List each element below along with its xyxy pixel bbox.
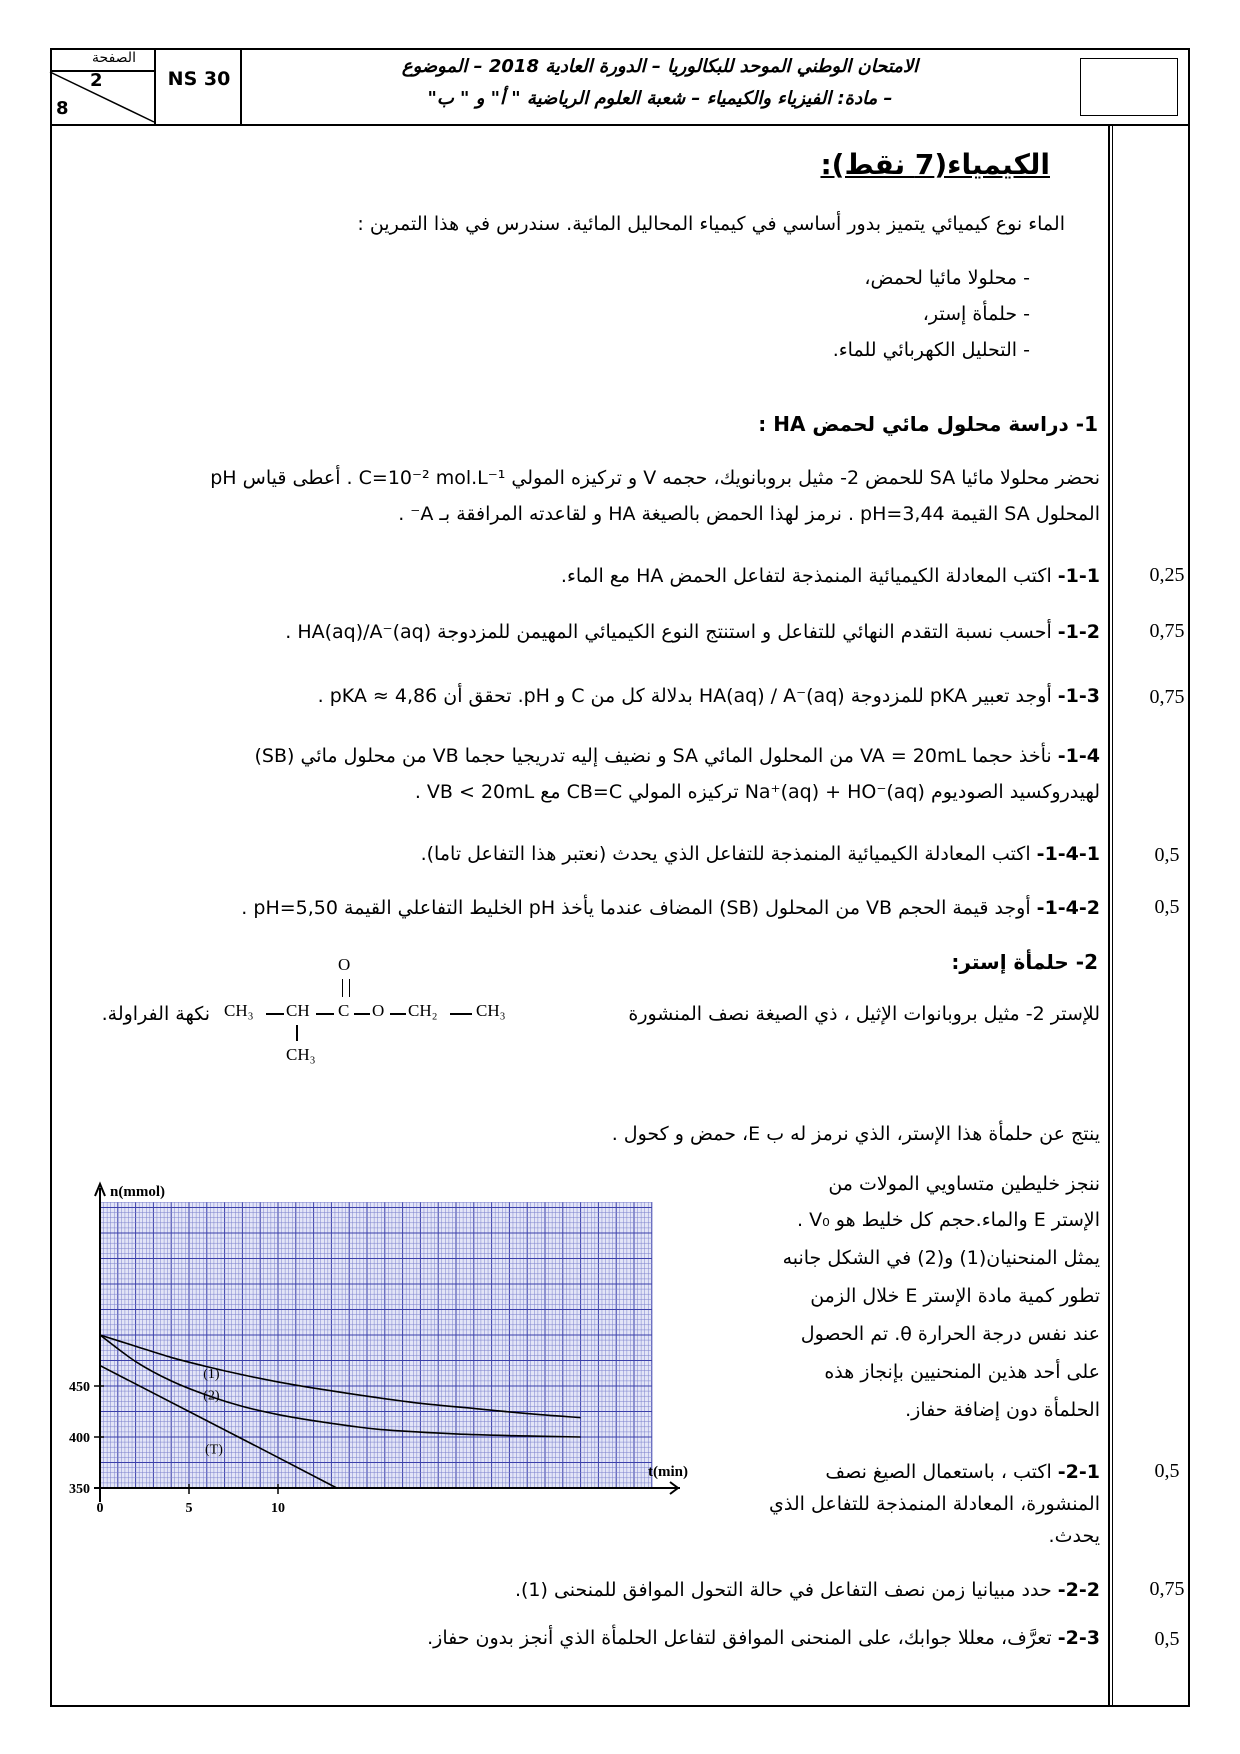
ester-formula — [220, 955, 540, 1075]
bullet-1: - محلولا مائيا لحمض، — [864, 267, 1030, 289]
question-2-3 — [300, 1624, 1100, 1652]
question-1-2 — [200, 618, 1100, 646]
page-number: 2 — [90, 70, 103, 91]
desc-line-5: عند نفس درجة الحرارة θ. تم الحصول — [800, 1323, 1100, 1345]
question-1-3 — [200, 682, 1100, 710]
desc-line-1: ننجز خليطين متساويي المولات من — [828, 1173, 1100, 1195]
question-number: 1-4- — [1057, 745, 1100, 767]
formula-ch2: CH₂ — [408, 1001, 438, 1020]
x-axis-label: t(min) — [648, 1464, 688, 1480]
score-2-1: 0,5 — [1154, 1460, 1180, 1482]
y-tick-label: 400 — [69, 1431, 90, 1446]
formula-bond — [390, 1013, 406, 1015]
desc-line-4: تطور كمية مادة الإستر E خلال الزمن — [810, 1285, 1100, 1307]
question-1-1 — [200, 562, 1100, 590]
desc-line-7: الحلمأة دون إضافة حفاز. — [905, 1399, 1100, 1421]
desc-line-6: على أحد هذين المنحنيين بإنجاز هذه — [824, 1361, 1100, 1383]
question-number: 2-2- — [1057, 1579, 1100, 1601]
section-intro: الماء نوع كيميائي يتميز بدور أساسي في كيمياء المحاليل المائية. سندرس في هذا التمرين : — [357, 213, 1065, 235]
curve-label: (1) — [203, 1366, 220, 1382]
header-empty-box — [1080, 58, 1178, 116]
question-2-2 — [300, 1576, 1100, 1604]
question-2-1-line3: يحدث. — [1048, 1525, 1100, 1547]
curve-label: (T) — [205, 1442, 223, 1458]
curve-label: (2) — [203, 1388, 220, 1404]
formula-double-bond — [342, 979, 350, 997]
desc-line-2: الإستر E والماء.حجم كل خليط هو V₀ . — [797, 1209, 1100, 1231]
question-text: حدد مبيانيا زمن نصف التفاعل في حالة التحول الموافق للمنحنى (1). — [514, 1579, 1052, 1601]
formula-ch3-bottom: CH₃ — [286, 1045, 316, 1064]
question-text: اكتب ، باستعمال الصيغ نصف — [825, 1461, 1052, 1483]
score-1-1: 0,25 — [1149, 564, 1185, 586]
part2-title: 2- حلمأة إستر: — [951, 950, 1098, 974]
question-text: أوجد قيمة الحجم VB من المحلول (SB) المضاف عندما يأخذ pH الخليط التفاعلي القيمة pH=5,50 . — [241, 897, 1031, 919]
x-tick-label: 0 — [96, 1501, 104, 1516]
score-1-2: 0,75 — [1149, 620, 1185, 642]
bullet-2: - حلمأة إستر، — [922, 303, 1030, 325]
question-text: أوجد تعبير pKA للمزدوجة HA(aq) / A⁻(aq) بدلالة كل من C و pH. تحقق أن pKA ≈ 4,86 . — [317, 685, 1052, 707]
code-separator — [240, 48, 242, 126]
part1-paragraph-2: المحلول SA القيمة pH=3,44 . نرمز لهذا الحمض بالصيغة HA و لقاعدته المرافقة بـ A⁻ . — [398, 503, 1100, 525]
question-1-4-line1 — [70, 742, 1100, 770]
header-title-line1: الامتحان الوطني الموحد للبكالوريا – الدورة العادية 2018 – الموضوع — [401, 56, 919, 77]
question-number: 1-1- — [1057, 565, 1100, 587]
ester-line-b: نكهة الفراولة. — [101, 1003, 210, 1025]
formula-bond — [354, 1013, 370, 1015]
score-1-4-1: 0,5 — [1154, 844, 1180, 866]
y-tick-label: 350 — [69, 1482, 90, 1497]
question-text: اكتب المعادلة الكيميائية المنمذجة لتفاعل الحمض HA مع الماء. — [560, 565, 1052, 587]
formula-bond — [450, 1013, 472, 1015]
header-title-line2: – مادة: الفيزياء والكيمياء – شعبة العلوم الرياضية " أ" و " ب" — [427, 88, 893, 109]
score-1-4-2: 0,5 — [1154, 896, 1180, 918]
question-number: 1-3- — [1057, 685, 1100, 707]
question-2-1-line1 — [740, 1458, 1100, 1486]
section-title: الكيمياء(7 نقط): — [820, 148, 1050, 181]
question-text: تعرَّف، معللا جوابك، على المنحنى الموافق لتفاعل الحلمأة الذي أنجز بدون حفاز. — [427, 1627, 1052, 1649]
y-axis-label: n(mmol) — [110, 1184, 165, 1200]
question-number: 2-1- — [1057, 1461, 1100, 1483]
question-text: اكتب المعادلة الكيميائية المنمذجة للتفاعل الذي يحدث (نعتبر هذا التفاعل تاما). — [420, 843, 1031, 865]
hydrolysis-sentence: ينتج عن حلمأة هذا الإستر، الذي نرمز له ب E، حمض و كحول . — [611, 1123, 1100, 1145]
formula-c: C — [338, 1001, 350, 1020]
formula-o-top: O — [338, 955, 351, 974]
page-number-box — [50, 48, 156, 126]
formula-bond — [266, 1013, 284, 1015]
formula-ch3-right: CH₃ — [476, 1001, 506, 1020]
ester-amount-chart — [50, 1180, 688, 1520]
frame-bottom-border — [50, 1705, 1190, 1707]
ester-line-a: للإستر 2- مثيل بروبانوات الإثيل ، ذي الصيغة نصف المنشورة — [628, 1003, 1100, 1025]
question-2-1-line2: المنشورة، المعادلة المنمذجة للتفاعل الذي — [769, 1493, 1100, 1515]
x-tick-label: 10 — [271, 1501, 285, 1516]
desc-line-3: يمثل المنحنيان(1) و(2) في الشكل جانبه — [782, 1247, 1100, 1269]
part1-title: 1- دراسة محلول مائي لحمض HA : — [758, 412, 1098, 436]
question-number: 1-2- — [1057, 621, 1100, 643]
part1-paragraph-1: نحضر محلولا مائيا SA للحمض 2- مثيل بروبانويك، حجمه V و تركيزه المولي C=10⁻² mol.L⁻¹ . أعطى قياس pH — [210, 467, 1100, 489]
score-2-2: 0,75 — [1149, 1578, 1185, 1600]
question-1-4-2 — [100, 894, 1100, 922]
formula-o: O — [372, 1001, 385, 1020]
question-number: 1-4-1- — [1036, 843, 1100, 865]
question-1-4-1 — [200, 840, 1100, 868]
question-number: 1-4-2- — [1036, 897, 1100, 919]
question-text: أحسب نسبة التقدم النهائي للتفاعل و استنتج النوع الكيميائي المهيمن للمزدوجة HA(aq)/A⁻(aq) . — [285, 621, 1052, 643]
question-1-4-line2: لهيدروكسيد الصوديوم Na⁺(aq) + HO⁻(aq) تركيزه المولي CB=C مع VB < 20mL . — [414, 781, 1100, 803]
formula-bond-vertical — [296, 1025, 298, 1041]
score-1-3: 0,75 — [1149, 686, 1185, 708]
exam-code: NS 30 — [167, 68, 231, 90]
page-label: الصفحة — [92, 50, 136, 66]
score-2-3: 0,5 — [1154, 1628, 1180, 1650]
bullet-3: - التحليل الكهربائي للماء. — [832, 339, 1030, 361]
question-text: نأخذ حجما VA = 20mL من المحلول المائي SA و نضيف إليه تدريجيا حجما VB من محلول مائي (SB) — [254, 745, 1052, 767]
formula-ch3-left: CH₃ — [224, 1001, 254, 1020]
y-tick-label: 450 — [69, 1380, 90, 1395]
formula-bond — [316, 1013, 334, 1015]
x-tick-label: 5 — [185, 1501, 193, 1516]
score-column-divider — [1108, 126, 1110, 1706]
question-number: 2-3- — [1057, 1627, 1100, 1649]
formula-ch: CH — [286, 1001, 310, 1020]
total-pages: 8 — [56, 98, 69, 119]
